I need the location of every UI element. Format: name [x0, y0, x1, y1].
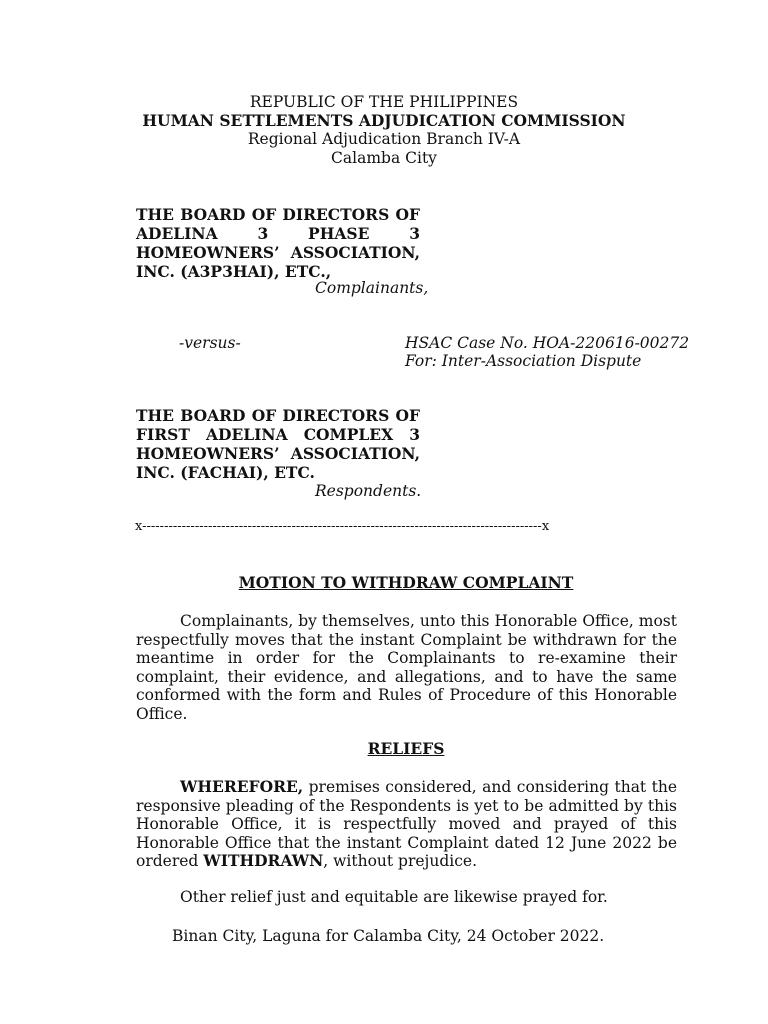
reliefs-text: premises considered, and considering that the [303, 778, 677, 796]
reliefs-line: responsive pleading of the Respondents is yet to be admitted by this [136, 796, 677, 815]
complainants-line: THE BOARD OF DIRECTORS OF [136, 205, 420, 224]
wherefore-text: WHEREFORE, [180, 777, 304, 796]
versus-label: -versus- [179, 334, 241, 352]
paragraph-line: Office. [136, 704, 188, 723]
respondents-line: FIRST ADELINA COMPLEX 3 [136, 425, 420, 444]
complainants-line: INC. (A3P3HAI), ETC., [136, 262, 332, 281]
reliefs-paragraph [136, 778, 677, 871]
motion-title: MOTION TO WITHDRAW COMPLAINT [238, 573, 574, 592]
complainants-line: HOMEOWNERS’ ASSOCIATION, [136, 243, 420, 262]
withdrawn-text: WITHDRAWN [203, 851, 324, 870]
paragraph-line: meantime in order for the Complainants to re-examine their [136, 649, 677, 667]
place-date: Binan City, Laguna for Calamba City, 24 October 2022. [172, 927, 605, 945]
respondents-block [136, 406, 420, 482]
case-nature: For: Inter-Association Dispute [405, 352, 642, 370]
reliefs-text: , without prejudice. [323, 852, 477, 870]
reliefs-line [136, 778, 677, 797]
header-republic: REPUBLIC OF THE PHILIPPINES [249, 93, 519, 111]
paragraph-line: respectfully moves that the instant Complaint be withdrawn for the [136, 630, 677, 649]
respondents-role: Respondents. [315, 482, 422, 500]
header-commission: HUMAN SETTLEMENTS ADJUDICATION COMMISSION [142, 111, 626, 130]
respondents-line: INC. (FACHAI), ETC. [136, 463, 315, 482]
reliefs-line [136, 852, 677, 871]
complainants-role: Complainants, [315, 279, 429, 297]
respondents-line: THE BOARD OF DIRECTORS OF [136, 406, 420, 425]
other-relief: Other relief just and equitable are likewise prayed for. [180, 888, 608, 906]
complainants-block [136, 205, 420, 281]
separator-line: x-------------------------------------------------------------------------------------------x [135, 519, 550, 534]
respondents-line: HOMEOWNERS’ ASSOCIATION, [136, 444, 420, 463]
reliefs-text: ordered [136, 852, 204, 870]
header-city: Calamba City [331, 149, 437, 167]
complainants-line: ADELINA 3 PHASE 3 [136, 224, 420, 243]
paragraph-line: conformed with the form and Rules of Procedure of this Honorable [136, 686, 677, 704]
case-number: HSAC Case No. HOA-220616-00272 [405, 334, 690, 352]
reliefs-line: Honorable Office, it is respectfully moved and prayed of this [136, 815, 677, 833]
paragraph-line: complaint, their evidence, and allegations, and to have the same [136, 667, 677, 686]
reliefs-line: Honorable Office that the instant Complaint dated 12 June 2022 be [136, 833, 677, 852]
paragraph-line: Complainants, by themselves, unto this Honorable Office, most [180, 612, 677, 630]
body-paragraph [136, 612, 677, 723]
header-branch: Regional Adjudication Branch IV-A [247, 130, 521, 148]
reliefs-heading: RELIEFS [367, 739, 445, 758]
